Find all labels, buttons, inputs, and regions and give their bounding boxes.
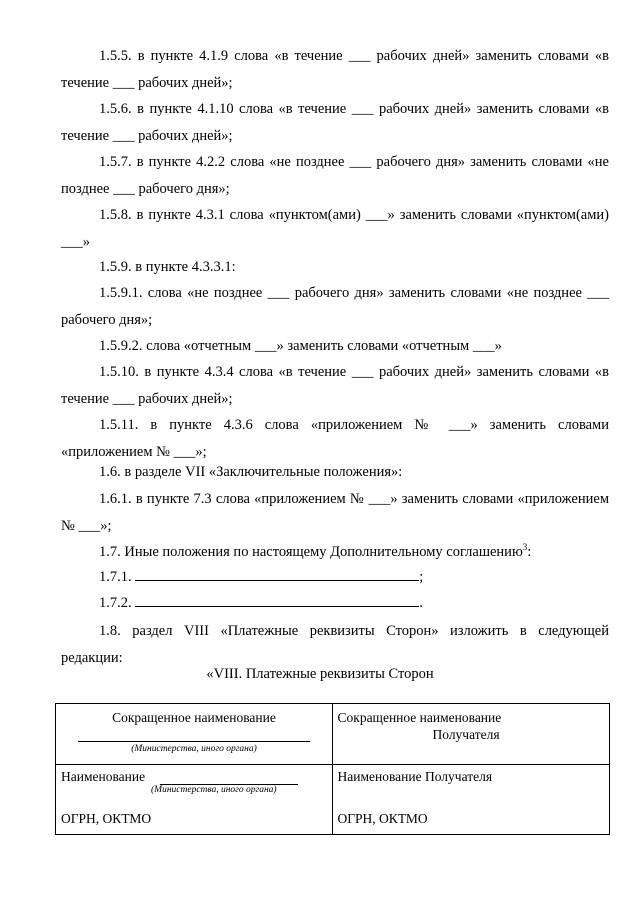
right-codes-label: ОГРН, ОКТМО — [337, 811, 428, 826]
item-1-7-2-end: . — [419, 595, 423, 611]
right-name-label: Наименование Получателя — [337, 769, 493, 784]
paragraph-1-7: 1.7. Иные положения по настоящему Дополнительному соглашению$^3$: — [99, 542, 532, 560]
paragraph-1-5-6: 1.5.6. в пункте 4.1.10 слова «в течение ___ рабочих дней» заменить словами «в течение ___ рабочих дней»; — [61, 101, 609, 144]
paragraph-1-8: 1.8. раздел VIII «Платежные реквизиты Сторон» изложить в следующей редакции: — [61, 623, 609, 666]
item-1-7-2 — [99, 592, 423, 613]
payment-details-table — [55, 703, 610, 835]
item-1-7-1-end: ; — [419, 569, 424, 585]
table-row — [56, 765, 610, 835]
item-1-7-1-number: 1.7.1. — [99, 569, 132, 585]
paragraph-1-5-5: 1.5.5. в пункте 4.1.9 слова «в течение ___ рабочих дней» заменить словами «в течение ___ рабочих дней»; — [61, 48, 609, 91]
right-details-cell — [332, 765, 610, 835]
paragraph-1-5-9-1: 1.5.9.1. слова «не позднее ___ рабочего дня» заменить словами «не позднее ___ рабочего дня»; — [61, 285, 609, 328]
item-1-7-1-blank — [135, 566, 419, 581]
right-header-cell — [332, 704, 610, 765]
left-header-label: Сокращенное наименование — [112, 710, 276, 725]
left-details-cell — [56, 765, 333, 835]
paragraph-1-5-9-2: 1.5.9.2. слова «отчетным ___» заменить словами «отчетным ___» — [99, 338, 502, 354]
item-1-7-1 — [99, 566, 423, 587]
paragraph-1-6: 1.6. в разделе VII «Заключительные положения»: — [99, 464, 403, 480]
paragraph-1-5-8: 1.5.8. в пункте 4.3.1 слова «пунктом(ами) ___» заменить словами «пунктом(ами) ___» — [61, 207, 609, 250]
paragraph-1-6-1: 1.6.1. в пункте 7.3 слова «приложением № ___» заменить словами «приложением № ___»; — [61, 491, 609, 534]
left-codes-label: ОГРН, ОКТМО — [61, 811, 152, 826]
paragraph-1-5-7: 1.5.7. в пункте 4.2.2 слова «не позднее ___ рабочего дня» заменить словами «не позднее ___ рабочего дня»; — [61, 154, 609, 197]
right-header-label-1: Сокращенное наименование — [337, 710, 502, 725]
left-name-note: (Министерства, иного органа) — [151, 785, 277, 795]
left-header-note: (Министерства, иного органа) — [131, 744, 257, 754]
item-1-7-2-blank — [135, 592, 419, 607]
paragraph-1-5-10: 1.5.10. в пункте 4.3.4 слова «в течение ___ рабочих дней» заменить словами «в течение ___ рабочих дней»; — [61, 364, 609, 407]
section-title: «VIII. Платежные реквизиты Сторон — [206, 666, 434, 682]
left-name-label: Наименование — [61, 769, 146, 784]
paragraph-1-5-11: 1.5.11. в пункте 4.3.6 слова «приложением № ___» заменить словами «приложением № ___»; — [61, 417, 609, 460]
item-1-7-text: 1.7. Иные положения по настоящему Дополнительному соглашению — [99, 544, 523, 560]
left-header-cell — [56, 704, 333, 765]
left-header-line — [78, 741, 310, 742]
item-1-7-2-number: 1.7.2. — [99, 595, 132, 611]
paragraph-1-5-9: 1.5.9. в пункте 4.3.3.1: — [99, 259, 236, 275]
footnote-mark: 3 — [522, 542, 528, 553]
table-row — [56, 704, 610, 765]
right-header-label-2: Получателя — [432, 727, 500, 742]
